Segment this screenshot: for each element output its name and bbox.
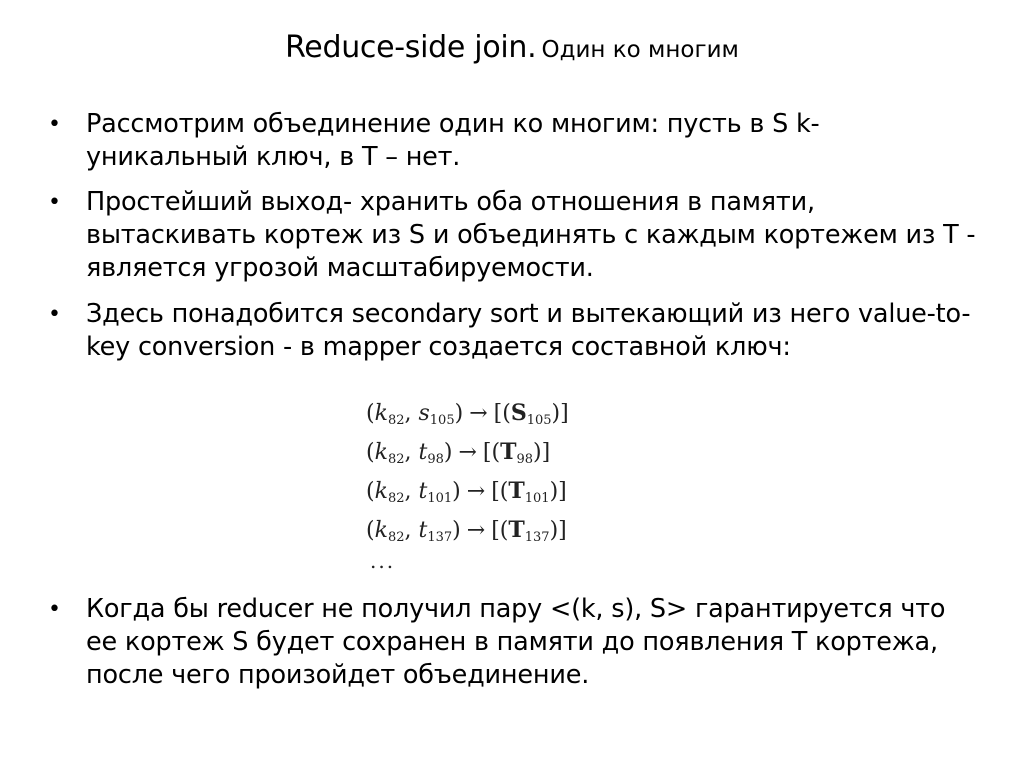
bullet-dot-icon: • [48, 597, 61, 622]
bullet-dot-icon: • [48, 302, 61, 327]
title-subtitle: Один ко многим [541, 37, 739, 63]
bullet-text-3: Здесь понадобится secondary sort и вытекающий из него value-to-key conversion - в mapper создается составной ключ: [86, 299, 971, 362]
arrow-icon: → [458, 440, 477, 465]
bullet-item-3 [48, 298, 978, 364]
formula-rhs: $[(T_{101})]$ [491, 478, 567, 506]
arrow-icon: → [469, 401, 488, 426]
formula-rhs: $[(S_{105})]$ [493, 400, 569, 428]
bullet-item-1 [48, 108, 978, 174]
title-main: Reduce-side join. [285, 30, 537, 65]
formula-rhs: $[(T_{98})]$ [482, 439, 551, 467]
formula-lhs: ($k_{82}$, $t_{101}$) [366, 479, 461, 506]
formula-row [366, 511, 569, 550]
formula-lhs: ($k_{82}$, $t_{98}$) [366, 440, 453, 467]
bullet-text-4: Когда бы reducer не получил пару <(k, s), S> гарантируется что ее кортеж S будет сохранен в памяти до появления T кортежа, после чего произойдет объединение. [86, 594, 946, 690]
formula-rhs: $[(T_{137})]$ [491, 517, 567, 545]
arrow-icon: → [466, 479, 486, 504]
formula-row [366, 394, 569, 433]
slide-title [0, 30, 1024, 65]
bullet-item-4 [48, 593, 978, 692]
formula-lhs: ($k_{82}$, $t_{137}$) [366, 518, 461, 545]
bullet-dot-icon: • [48, 190, 61, 215]
composite-key-formula [366, 394, 569, 572]
bullet-text-1: Рассмотрим объединение один ко многим: пусть в S k-уникальный ключ, в T – нет. [86, 109, 820, 172]
formula-row [366, 433, 569, 472]
arrow-icon: → [466, 518, 486, 543]
bullet-text-2: Простейший выход- хранить оба отношения в памяти, вытаскивать кортеж из S и объединять с каждым кортежем из T - является угрозой масштабируемости. [86, 187, 976, 283]
formula-lhs: ($k_{82}$, $s_{105}$) [366, 401, 464, 428]
bullet-item-2 [48, 186, 978, 285]
formula-ellipsis: ... [370, 549, 396, 573]
bullet-dot-icon: • [48, 112, 61, 137]
formula-row [366, 472, 569, 511]
